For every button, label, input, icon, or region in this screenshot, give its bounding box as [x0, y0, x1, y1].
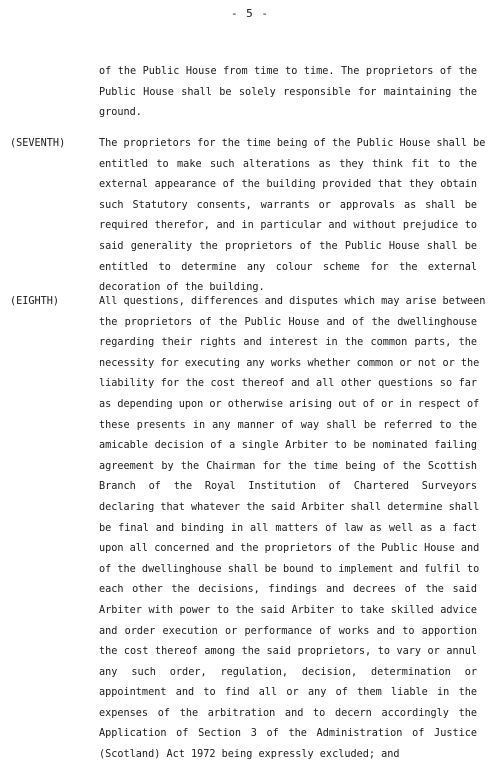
text-line: Public House shall be solely responsible for maintaining the: [99, 86, 477, 98]
text-line: these presents in any manner of way shall be referred to the: [99, 419, 477, 431]
text-line: of the dwellinghouse shall be bound to implement and fulfil to: [99, 563, 480, 575]
text-line: declaring that whatever the said Arbiter shall determine shall: [99, 501, 480, 513]
text-line: regarding their rights and interest in the common parts, the: [99, 337, 477, 349]
clause-seventh-text: [99, 134, 486, 299]
text-line: as depending upon or otherwise arising out of or in respect of: [99, 398, 480, 410]
text-line: Application of Section 3 of the Administration of Justice: [99, 728, 477, 740]
text-line: All questions, differences and disputes which may arise between: [99, 296, 486, 307]
text-line: expenses of the arbitration and to decern accordingly the: [99, 707, 477, 719]
text-line: entitled to determine any colour scheme for the external: [99, 261, 477, 273]
text-line: required therefor, and in particular and without prejudice to: [99, 220, 477, 232]
text-line: appointment and to find all or any of them liable in the: [99, 687, 477, 699]
text-line: (Scotland) Act 1972 being expressly excluded; and: [99, 749, 400, 761]
text-line: external appearance of the building provided that they obtain: [99, 179, 477, 191]
text-line: ground.: [99, 107, 142, 119]
text-line: decoration of the building.: [99, 282, 265, 294]
text-line: entitled to make such alterations as they think fit to the: [99, 158, 477, 170]
clause-label-seventh: (SEVENTH): [10, 138, 66, 149]
text-line: any such order, regulation, decision, determination or: [99, 666, 477, 678]
text-line: Branch of the Royal Institution of Chartered Surveyors: [99, 481, 477, 493]
text-line: The proprietors for the time being of the Public House shall be: [99, 138, 486, 149]
continuation-paragraph: [99, 62, 477, 124]
text-line: the cost thereof among the said proprietors, to vary or annul: [99, 646, 477, 658]
text-line: the proprietors of the Public House and of the dwellinghouse: [99, 316, 477, 328]
text-line: liability for the cost thereof and all other questions so far: [99, 378, 477, 390]
clause-eighth-text: [99, 292, 486, 766]
text-line: Arbiter with power to the said Arbiter to take skilled advice: [99, 604, 477, 616]
text-line: and order execution or performance of works and to apportion: [99, 625, 477, 637]
text-line: be final and binding in all matters of law as well as a fact: [99, 522, 477, 534]
text-line: such Statutory consents, warrants or approvals as shall be: [99, 199, 477, 211]
text-line: said generality the proprietors of the Public House shall be: [99, 240, 477, 252]
text-line: of the Public House from time to time. The proprietors of the: [99, 66, 477, 77]
text-line: upon all concerned and the proprietors of the Public House and: [99, 543, 480, 555]
text-line: amicable decision of a single Arbiter to be nominated failing: [99, 440, 477, 452]
text-line: each other the decisions, findings and decrees of the said: [99, 584, 477, 596]
page-number: - 5 -: [230, 7, 270, 20]
text-line: agreement by the Chairman for the time being of the Scottish: [99, 460, 477, 472]
clause-label-eighth: (EIGHTH): [10, 296, 60, 307]
text-line: necessity for executing any works whether common or not or the: [99, 357, 480, 369]
